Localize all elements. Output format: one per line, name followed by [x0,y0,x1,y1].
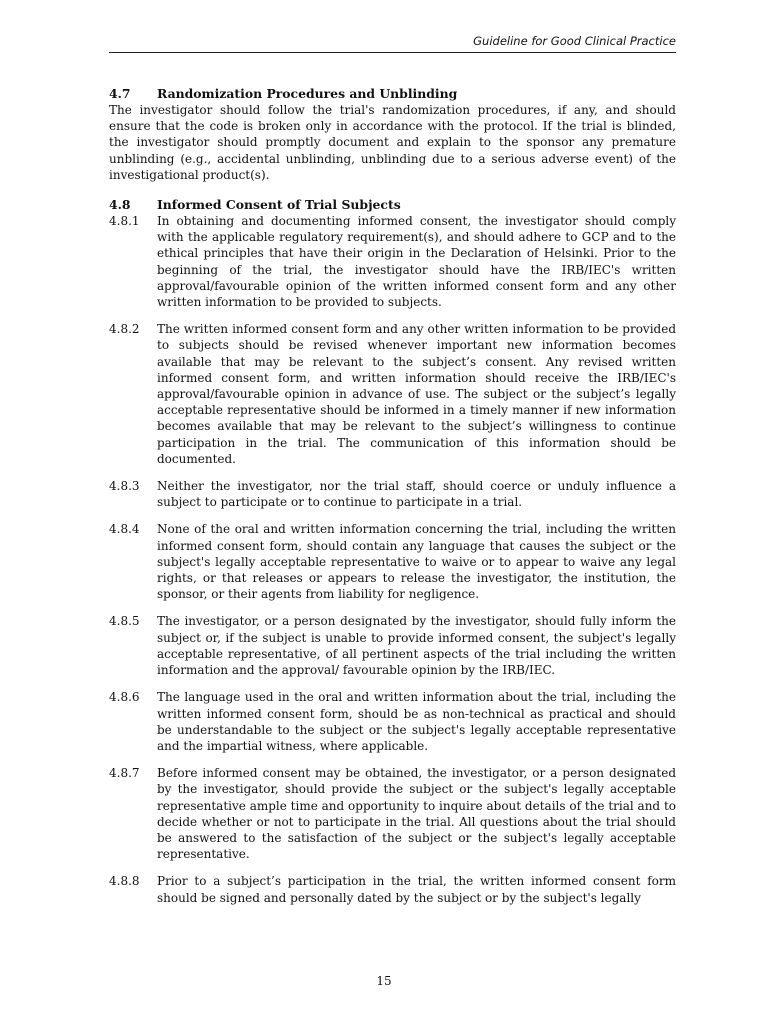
clause-4-8-7 [109,765,676,862]
page-number: 15 [376,974,392,988]
clause-text: In obtaining and documenting informed consent, the investigator should comply with the applicable regulatory requirement(s), and should adhere to GCP and to the ethical principles that have their origin in the Declaration of Helsinki. Prior to the beginning of the trial, the investigator should have the IRB/IEC's written approval/favourable opinion of the written informed consent form and any other written information to be provided to subjects. [157,214,676,310]
clause-4-8-5 [109,613,676,678]
clause-text: Before informed consent may be obtained, the investigator, or a person designated by the investigator, should provide the subject or the subject's legally acceptable representative ample time and opportunity to inquire about details of the trial and to decide whether or not to participate in the trial. All questions about the trial should be answered to the satisfaction of the subject or the subject's legally acceptable representative. [157,766,676,862]
clause-4-8-2 [109,321,676,467]
section-title: Randomization Procedures and Unblinding [157,86,458,101]
clause-4-8-3 [109,478,676,510]
clause-number: 4.8.2 [109,322,140,337]
section-title: Informed Consent of Trial Subjects [157,197,401,213]
clause-text: The investigator, or a person designated by the investigator, should fully inform the subject or, if the subject is unable to provide informed consent, the subject's legally acceptable representative, of all pertinent aspects of the trial including the written information and the approval/ favourable opinion by the IRB/IEC. [157,614,676,678]
clause-number: 4.8.8 [109,874,140,889]
clause-text: Prior to a subject’s participation in the trial, the written informed consent form should be signed and personally dated by the subject or by the subject's legally [157,874,676,905]
clause-4-8-8 [109,873,676,905]
clause-text: Neither the investigator, nor the trial staff, should coerce or unduly influence a subject to participate or to continue to participate in a trial. [157,479,676,510]
section-4-7-body: The investigator should follow the trial's randomization procedures, if any, and should ensure that the code is broken only in accordance with the protocol. If the trial is blinded, the investigator should promptly document and explain to the sponsor any premature unblinding (e.g., accidental unblinding, unblinding due to a serious adverse event) of the investigational product(s). [109,103,676,182]
section-heading-4-7 [109,86,676,102]
clause-text: The written informed consent form and any other written information to be provided to subjects should be revised whenever important new information becomes available that may be relevant to the subject’s consent. Any revised written informed consent form, and written information should receive the IRB/IEC's approval/favourable opinion in advance of use. The subject or the subject’s legally acceptable representative should be informed in a timely manner if new information becomes available that may be relevant to the subject’s willingness to continue participation in the trial. The communication of this information should be documented. [157,322,676,466]
running-title: Guideline for Good Clinical Practice [473,34,676,48]
section-number: 4.8 [109,197,131,213]
clause-text: The language used in the oral and written information about the trial, including the written informed consent form, should be as non-technical as practical and should be understandable to the subject or the subject's legally acceptable representative and the impartial witness, where applicable. [157,690,676,753]
clause-4-8-6 [109,689,676,754]
clause-number: 4.8.6 [109,690,140,705]
clause-number: 4.8.1 [109,214,140,229]
clause-number: 4.8.5 [109,614,140,629]
clause-text: None of the oral and written information concerning the trial, including the written informed consent form, should contain any language that causes the subject or the subject's legally acceptable representative to waive or to appear to waive any legal rights, or that releases or appears to release the investigator, the institution, the sponsor, or their agents from liability for negligence. [157,522,676,602]
section-number: 4.7 [109,86,131,101]
clause-number: 4.8.4 [109,522,140,537]
clause-number: 4.8.3 [109,479,140,494]
page-body [109,86,676,906]
clause-4-8-4 [109,521,676,602]
running-header [109,34,676,53]
section-heading-4-8 [109,197,676,213]
clause-4-8-1 [109,213,676,310]
clause-number: 4.8.7 [109,766,140,781]
